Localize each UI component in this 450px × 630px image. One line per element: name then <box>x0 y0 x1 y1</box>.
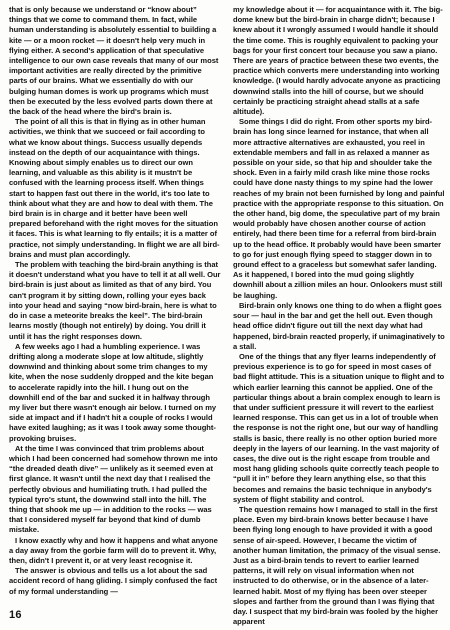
paragraph: I know exactly why and how it happens and what anyone a day away from the gorbie farm will do to prevent it. Why, then, didn't I prevent it, or at very least recognise it. <box>9 535 218 565</box>
paragraph: The point of all this is that in flying as in other human activities, we think that we succeed or fail according to what we know about things. Success usually depends instead on the depth of our acquaintance with things. Knowing about simply enables us to direct our own learning, and valuable as this ability is it mustn't be confused with the learning process itself. When things start to happen fast out there in the world, it's too late to think about what they are and how to deal with them. The bird brain is in charge and it better have been well prepared beforehand with the right moves for the situation it faces. This is what learning to fly entails; it is a matter of practice, not simply understanding. In flight we are all bird-brains and must plan accordingly. <box>9 117 220 259</box>
paragraph: At the time I was convinced that trim problems about which I had been concerned had somehow thrown me into “the dreaded death dive” — unlikely as it seemed even at first glance. It wasn't until the next day that I realised the perfectly obvious and humiliating truth. I had pulled the typical tyro's stunt, the downwind stall into the hill. The thing that shook me up — in addition to the rocks — was that I considered myself far beyond that kind of dumb mistake. <box>9 443 218 535</box>
paragraph: One of the things that any flyer learns independently of previous experience is to go for speed in most cases of bad flight attitude. This is a situation unique to flight and to which earlier learning this cannot be applied. One of the particular things about a brain complex enough to learn is that under sufficient pressure it will revert to the earliest learned response. This can get us in a lot of trouble when the response is not the right one, but our way of handling stalls is basic, there really is no other option buried more deeply in the layers of our learning. In the vast majority of cases, the dive out is the right escape from trouble and most hang gliding schools quite correctly teach people to “pull it in” before they learn anything else, so that this becomes and remains the basic technique in anybody's system of flight stability and control. <box>233 351 445 504</box>
paragraph: that is only because we understand or “know about” things that we come to command them. In fact, while human understanding is absolutely essential to building a kite — or a moon rocket — it doesn't help very much in flying either. A second's application of that speculative intelligence to our own case reveals that many of our most important activities are really directed by the primitive parts of our brains. What we essentially do with our bulging human domes is work up programs which must then be executed by the less evolved parts down there at the back of the head where the bird's brain is. <box>9 5 219 117</box>
paragraph: my knowledge about it — for acquaintance with it. The big-dome knew but the bird-brain in charge didn't; because I knew about it I wrongly assumed I would handle it should the time come. This is roughly equivalent to packing your bags for your first concert tour because you saw a piano. There are years of practice between these two events, the practice which converts mere understanding into working knowledge. (I would hardly advocate anyone as practicing downwind stalls into the hill of course, but we should certainly be practicing straight ahead stalls at a safe altitude). <box>233 5 443 117</box>
paragraph: The problem with teaching the bird-brain anything is that it doesn't understand what you have to tell it at all well. Our bird-brain is just about as limited as that of any bird. You can't program it by sitting down, rolling your eyes back into your head and saying “now bird-brain, here is what to do in case a meteorite breaks the keel”. The bird-brain learns mostly (though not entirely) by doing. You drill it until it has the right responses down. <box>9 260 221 341</box>
paragraph: The question remains how I managed to stall in the first place. Even my bird-brain knows better because I have been flying long enough to have provided it with a good sense of air-speed. However, I became the victim of another human limitation, the primacy of the visual sense. Just as a bird-brain tends to revert to earlier learned patterns, it will rely on visual information when not instructed to do otherwise, or in the absence of a later-learned habit. Most of my flying has been over steeper slopes and farther from the ground than I was flying that day. I suspect that my bird-brain was fooled by the higher apparent <box>233 504 441 627</box>
left-column <box>9 5 221 601</box>
right-column <box>233 5 445 627</box>
paragraph: Bird-brain only knows one thing to do when a flight goes sour — haul in the bar and get the hell out. Even though head office didn't figure out till the next day what had happened, bird-brain reacted properly, if unimaginatively to a stall. <box>233 300 445 351</box>
paragraph: A few weeks ago I had a humbling experience. I was drifting along a moderate slope at low altitude, slightly downwind and thinking about some trim changes to my kite, when the nose suddenly dropped and the kite began to accelerate rapidly into the hill. I hung out on the downhill end of the bar and sucked it in halfway through my liver but there wasn't enough air below. I turned on my side at impact and if I hadn't hit a couple of rocks I would have exited laughing; as it was I took away some thought-provoking bruises. <box>9 341 217 443</box>
paragraph: Some things I did do right. From other sports my bird-brain has long since learned for instance, that when all more attractive alternatives are exhausted, you reel in extendable members and fall in as relaxed a manner as possible on your side, so that hip and shoulder take the shock. Even in a fairly mild crash like mine those rocks could have done nasty things to my spine had the lower reaches of my brain not been furnished by long and painful practice with the appropriate response to this situation. On the other hand, big dome, the speculative part of my brain would probably have chosen another course of action entirely, had there been time for a referral from bird-brain up to the head office. It probably would have been smarter to go for just enough flying speed to stagger down in to ground effect to a graceless but somewhat safer landing. As it happened, I bored into the mud going slightly downhill about a zillion miles an hour. Onlookers must still be laughing. <box>233 117 445 300</box>
paragraph: The answer is obvious and tells us a lot about the sad accident record of hang gliding. I simply confused the fact of my formal understanding — <box>9 566 218 596</box>
page-number: 16 <box>9 609 22 621</box>
